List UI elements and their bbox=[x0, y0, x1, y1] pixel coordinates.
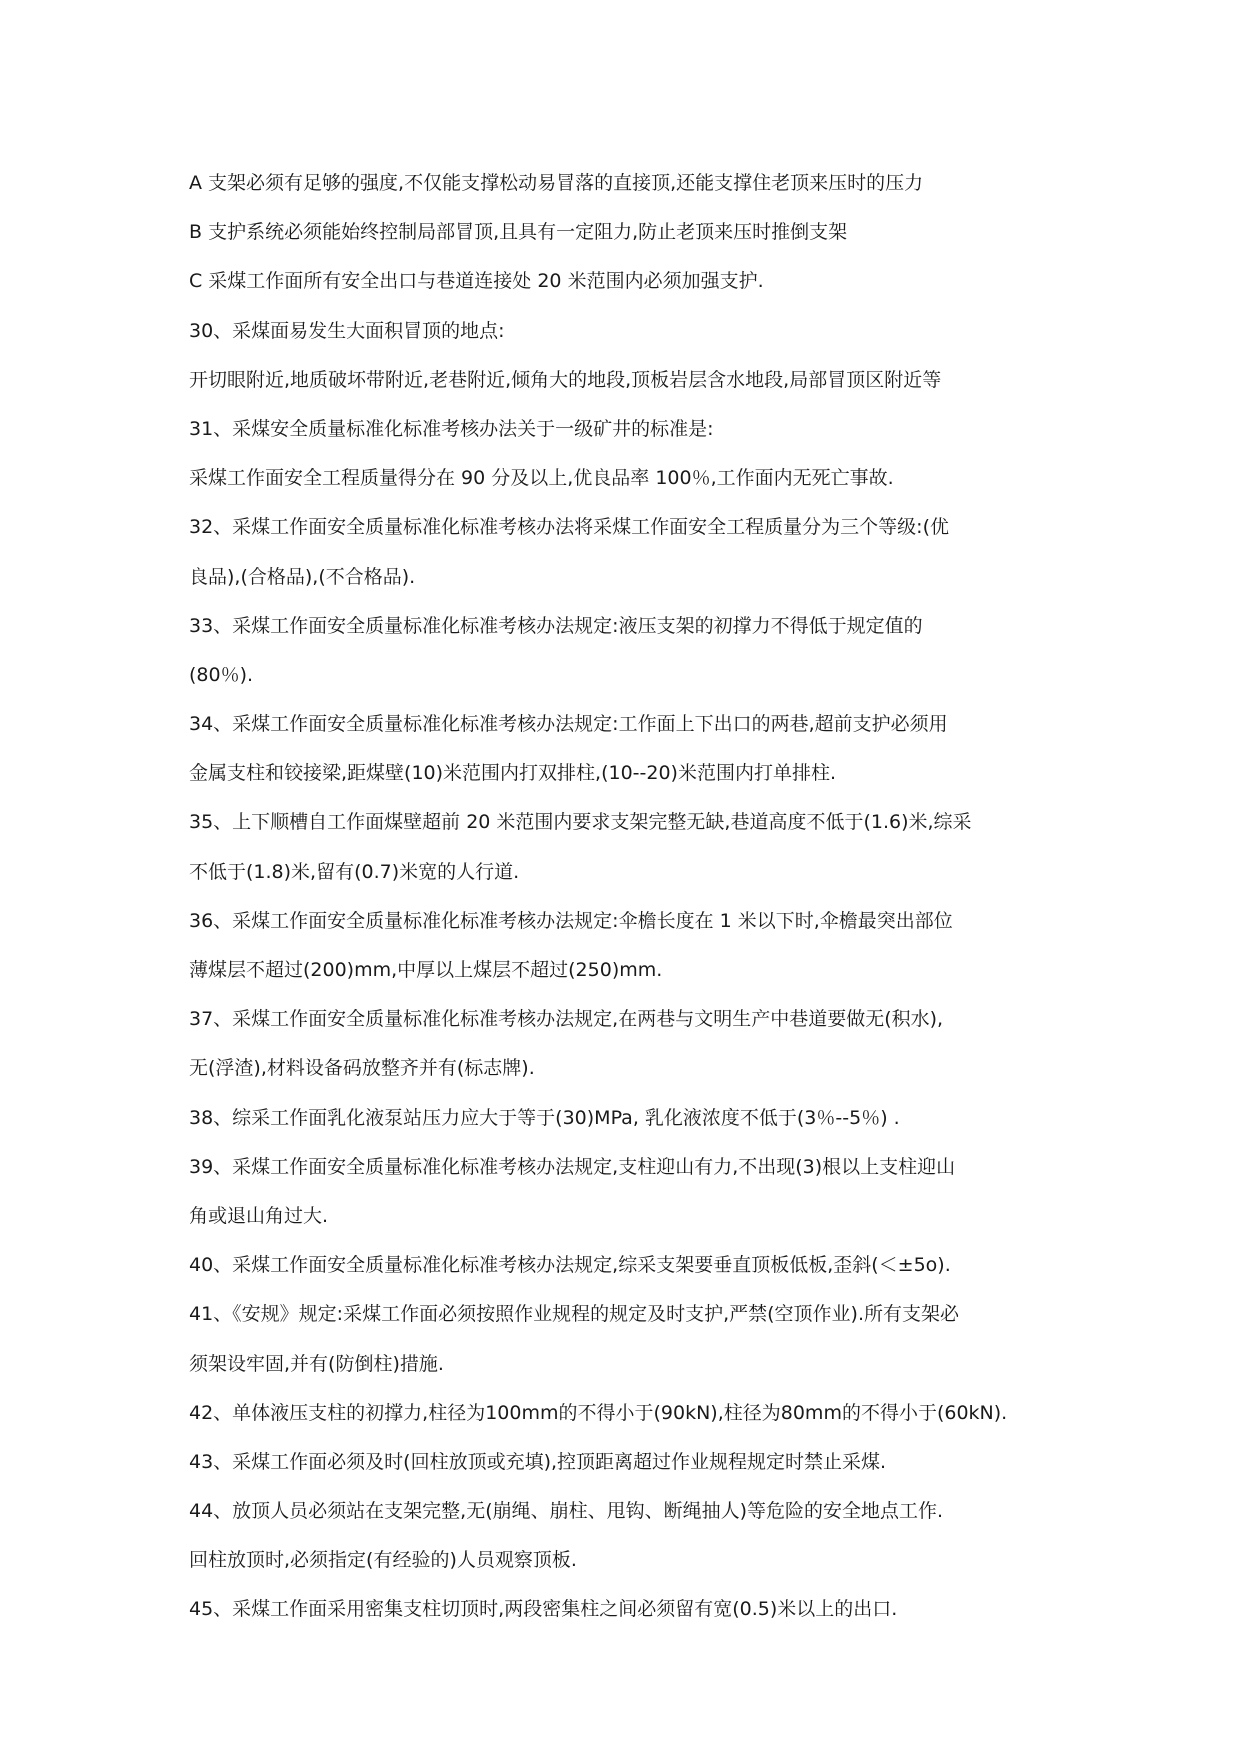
text-line: 41、《安规》规定:采煤工作面必须按照作业规程的规定及时支护,严禁(空顶作业).所有支架必 bbox=[189, 1303, 959, 1326]
text-line: 不低于(1.8)米,留有(0.7)米宽的人行道. bbox=[189, 860, 520, 883]
text-line: 32、采煤工作面安全质量标准化标准考核办法将采煤工作面安全工程质量分为三个等级:(优 bbox=[189, 516, 949, 539]
text-line: 45、采煤工作面采用密集支柱切顶时,两段密集柱之间必须留有宽(0.5)米以上的出口. bbox=[189, 1598, 898, 1621]
text-line: 角或退山角过大. bbox=[189, 1204, 329, 1227]
answer-30 bbox=[189, 356, 1069, 405]
text-line: 31、采煤安全质量标准化标准考核办法关于一级矿井的标准是: bbox=[189, 417, 714, 440]
text-line: 采煤工作面安全工程质量得分在 90 分及以上,优良品率 100％,工作面内无死亡事故. bbox=[189, 467, 894, 490]
text-line: 开切眼附近,地质破坏带附近,老巷附近,倾角大的地段,顶板岩层含水地段,局部冒顶区附近等 bbox=[189, 368, 942, 391]
question-32 bbox=[189, 503, 1069, 601]
text-line: 良品),(合格品),(不合格品). bbox=[189, 565, 416, 588]
text-line: C 采煤工作面所有安全出口与巷道连接处 20 米范围内必须加强支护. bbox=[189, 270, 764, 293]
question-38 bbox=[189, 1094, 1069, 1143]
question-30 bbox=[189, 307, 1069, 356]
answer-option-c bbox=[189, 257, 1069, 306]
text-line: 33、采煤工作面安全质量标准化标准考核办法规定:液压支架的初撑力不得低于规定值的 bbox=[189, 614, 923, 637]
question-40 bbox=[189, 1241, 1069, 1290]
question-44 bbox=[189, 1487, 1069, 1585]
text-line: 无(浮渣),材料设备码放整齐并有(标志牌). bbox=[189, 1057, 535, 1080]
text-line: 30、采煤面易发生大面积冒顶的地点: bbox=[189, 319, 505, 342]
text-line: A 支架必须有足够的强度,不仅能支撑松动易冒落的直接顶,还能支撑住老顶来压时的压力 bbox=[189, 172, 924, 194]
answer-31 bbox=[189, 454, 1069, 503]
question-39 bbox=[189, 1143, 1069, 1241]
question-43 bbox=[189, 1438, 1069, 1487]
text-line: 44、放顶人员必须站在支架完整,无(崩绳、崩柱、甩钩、断绳抽人)等危险的安全地点工作. bbox=[189, 1500, 944, 1523]
text-line: 回柱放顶时,必须指定(有经验的)人员观察顶板. bbox=[189, 1549, 577, 1572]
question-45 bbox=[189, 1585, 1069, 1634]
question-35 bbox=[189, 798, 1069, 896]
text-line: 40、采煤工作面安全质量标准化标准考核办法规定,综采支架要垂直顶板低板,歪斜(＜±5o). bbox=[189, 1254, 951, 1277]
text-line: 37、采煤工作面安全质量标准化标准考核办法规定,在两巷与文明生产中巷道要做无(积水), bbox=[189, 1008, 944, 1031]
question-34 bbox=[189, 700, 1069, 798]
text-line: B 支护系统必须能始终控制局部冒顶,且具有一定阻力,防止老顶来压时推倒支架 bbox=[189, 221, 848, 244]
text-line: 金属支柱和铰接梁,距煤壁(10)米范围内打双排柱,(10--20)米范围内打单排柱. bbox=[189, 762, 837, 785]
question-37 bbox=[189, 995, 1069, 1093]
question-36 bbox=[189, 897, 1069, 995]
question-31 bbox=[189, 405, 1069, 454]
text-line: 39、采煤工作面安全质量标准化标准考核办法规定,支柱迎山有力,不出现(3)根以上支柱迎山 bbox=[189, 1155, 956, 1178]
text-line: 薄煤层不超过(200)mm,中厚以上煤层不超过(250)mm. bbox=[189, 959, 663, 981]
question-42 bbox=[189, 1389, 1069, 1438]
text-line: 43、采煤工作面必须及时(回柱放顶或充填),控顶距离超过作业规程规定时禁止采煤. bbox=[189, 1450, 887, 1473]
text-line: (80％). bbox=[189, 663, 254, 686]
text-line: 42、单体液压支柱的初撑力,柱径为100mm的不得小于(90kN),柱径为80mm的不得小于(60kN). bbox=[189, 1401, 1008, 1424]
answer-option-a bbox=[189, 159, 1069, 208]
question-33 bbox=[189, 602, 1069, 700]
text-line: 34、采煤工作面安全质量标准化标准考核办法规定:工作面上下出口的两巷,超前支护必须用 bbox=[189, 713, 948, 736]
text-line: 36、采煤工作面安全质量标准化标准考核办法规定:伞檐长度在 1 米以下时,伞檐最突出部位 bbox=[189, 909, 953, 932]
question-41 bbox=[189, 1290, 1069, 1388]
text-line: 35、上下顺槽自工作面煤壁超前 20 米范围内要求支架完整无缺,巷道高度不低于(1.6)米,综采 bbox=[189, 811, 972, 834]
text-line: 38、综采工作面乳化液泵站压力应大于等于(30)MPa, 乳化液浓度不低于(3％--5％) . bbox=[189, 1106, 900, 1129]
text-line: 须架设牢固,并有(防倒柱)措施. bbox=[189, 1352, 444, 1375]
document-body bbox=[189, 159, 1069, 1635]
answer-option-b bbox=[189, 208, 1069, 257]
